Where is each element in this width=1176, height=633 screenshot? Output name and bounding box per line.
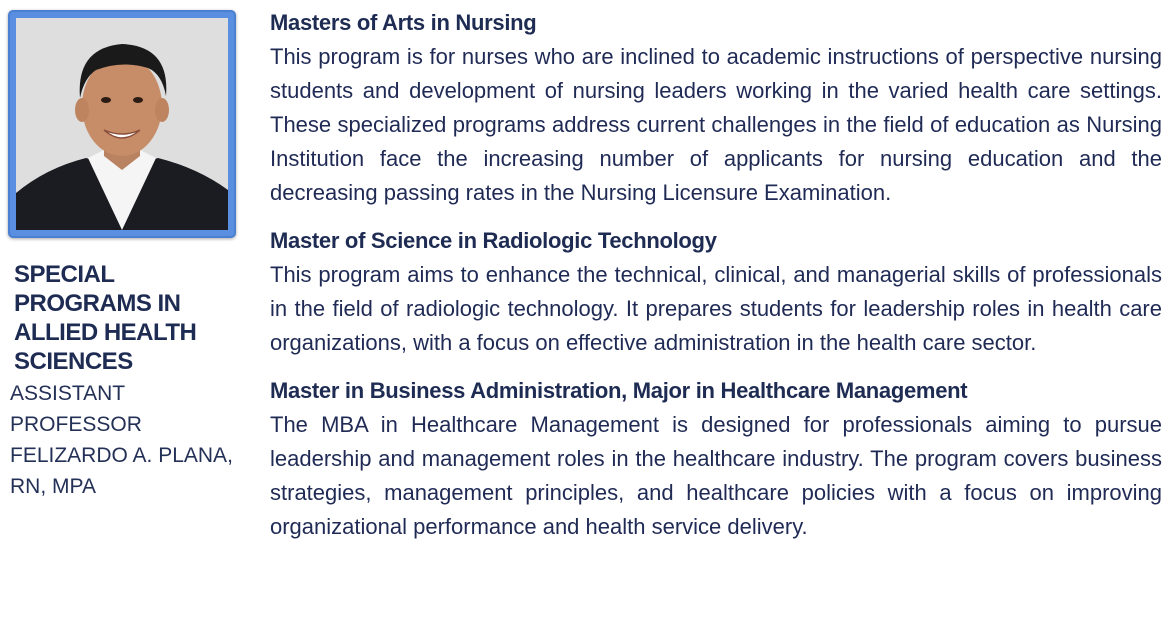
portrait-ear-left xyxy=(75,98,89,122)
program-mba-healthcare xyxy=(270,374,1162,544)
sidebar xyxy=(8,10,253,502)
program-radiologic-technology xyxy=(270,224,1162,360)
program-description: The MBA in Healthcare Management is designed for professionals aiming to pursue leadership and management roles in the healthcare industry. The program covers business strategies, management principles, and healthcare policies with a focus on improving organizational performance and health service delivery. xyxy=(270,412,1162,539)
program-title: Master in Business Administration, Major in Healthcare Management xyxy=(270,378,968,403)
portrait-eye-left xyxy=(101,97,111,103)
program-title: Master of Science in Radiologic Technology xyxy=(270,228,717,253)
program-nursing xyxy=(270,6,1162,210)
programs-list xyxy=(270,6,1162,558)
portrait-eye-right xyxy=(133,97,143,103)
portrait-photo xyxy=(16,18,228,230)
person-name: ASSISTANT PROFESSOR FELIZARDO A. PLANA, RN, MPA xyxy=(10,382,233,498)
portrait-frame xyxy=(8,10,236,238)
program-title: Masters of Arts in Nursing xyxy=(270,10,537,35)
portrait-ear-right xyxy=(155,98,169,122)
department-title: SPECIAL PROGRAMS IN ALLIED HEALTH SCIENCES xyxy=(14,261,197,375)
program-description: This program aims to enhance the technical, clinical, and managerial skills of professionals in the field of radiologic technology. It prepares students for leadership roles in health care organizations, with a focus on effective administration in the health care sector. xyxy=(270,262,1162,355)
program-description: This program is for nurses who are inclined to academic instructions of perspective nursing students and development of nursing leaders working in the varied health care settings. These specialized programs address current challenges in the field of education as Nursing Institution face the increasing number of applicants for nursing education and the decreasing passing rates in the Nursing Licensure Examination. xyxy=(270,44,1162,205)
